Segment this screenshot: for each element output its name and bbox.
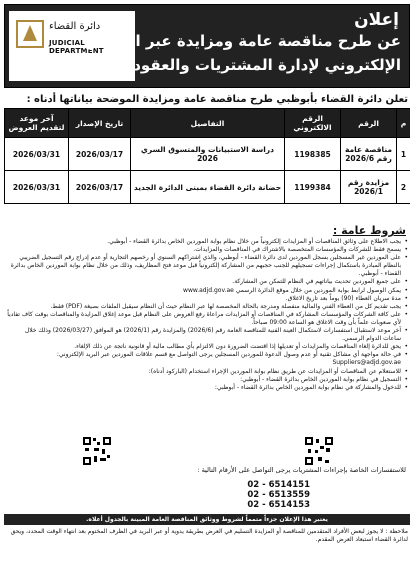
cell-details: دراسة الاستبيانات والمتسوق السري 2026 [131,138,285,171]
tenders-table [4,108,410,204]
announcement-subtitle-line1: عن طرح مناقصة عامة ومزايدة عبر البرنامج [83,32,401,50]
phone-numbers [247,480,310,510]
condition-item: • يجب الاطلاع على وثائق المناقصات أو المزايدات إلكترونياً من خلال نظام بوابة الموردين الخاص بدائرة القضاء - أبوظبي. [6,238,408,246]
header-banner [4,4,410,88]
condition-item: • مدة سريان العطاء (90) يوماً بعد تاريخ الاغلاق. [6,295,408,303]
table-header-row [5,109,411,138]
condition-item: • على الموردين غير المسجلين بسجل الموردين لدى دائرة القضاء - أبوظبي، والذي اشتراكهم السنوي أو رخصهم التجارية أو عدم إدراج رقم التسجيل الضريبي بالنظام المبادرة باستكمال إجراءات تسجيلهم للجنب حجبهم من المشاركة إلكترونياً قبل موعد فتح المظاريف، وذلك من خلال نظام بوابة الموردين الخاص بدائرة القضاء - أبوظبي. [6,254,408,278]
col-header-no: م [397,109,411,138]
condition-item: • آخر موعد لاستقبال استفسارات لاستكمال العينة الفنية للمناقصة العامة رقم (2026/6) والمزايدة رقم (2026/1) هو الموافق (2026/03/27) وذلك خلال ساعات الدوام الرسمي. [6,327,408,343]
qr-code-registration-icon[interactable] [82,436,112,466]
emblem-icon [15,19,45,49]
logo-arabic-text: دائرة القضاء [49,21,101,32]
col-header-electronic-number: الرقم الالكتروني [285,109,341,138]
col-header-deadline: آخر موعد لتقديم العروض [5,109,69,138]
cell-electronic-number: 1199384 [285,171,341,204]
cell-details: حضانة دائرة القضاء بمبنى الدائرة الجديد [131,171,285,204]
footer-note: ملاحظة : لا يجوز لبعض الأفراد المتقدمين للمناقصة أو المزايدة التسليم في العرض بطريقة يدوية أو عبر البريد في الظرف المختوم بعد انتهاء الوقت المحدد، ويحق لدائرة القضاء استبعاد العرض المقدم. [10,528,408,543]
cell-no: 1 [397,138,411,171]
announcement-page [4,4,410,558]
condition-item: • على كافة الشركات والمؤسسات المشاركة في المناقصات أو المزايدات مراعاة رفع العروض على النظام قبل موعد إغلاق المزايدة والمناقصات بوقت كاف تفادياً لأي صعوبات علماً بأن وقت الاغلاق هو الساعة 09:00 صباحاً. [6,311,408,327]
condition-item: • للدخول والمشاركة في نظام بوابة الموردين الخاص بدائرة القضاء - أبوظبي: [6,384,408,392]
cell-number: مزايدة رقم 2026/1 [341,171,397,204]
logo-english-text: JUDICIAL DEPARTMENT [49,39,104,55]
condition-item: • في حالة مواجهة أي مشاكل تقنية أو عدم وصول الدعوة للموردين المسجلين يرجى التواصل مع قسم علاقات الموردين عبر البريد الإلكتروني: Suppliers@adjd.gov.ae [6,351,408,367]
condition-item: • يجب تقديم كل من العطاء الفني والمالية منفصلة ومدرجة بالحالة المخصصة لها عبر النظام حيث أن النظام سيقبل الملفات بصيغة (PDF) فقط. [6,303,408,311]
cell-no: 2 [397,171,411,204]
cell-electronic-number: 1198385 [285,138,341,171]
col-header-details: التفاصيل [131,109,285,138]
table-row [5,138,411,171]
condition-item: • على جميع الموردين تحديث بياناتهم في النظام للتمكن من المشاركة. [6,278,408,286]
table-row [5,171,411,204]
cell-deadline: 2026/03/31 [5,171,69,204]
announcement-title: إعلان [354,10,399,30]
conditions-list [6,238,408,392]
cell-issue-date: 2026/03/17 [69,138,131,171]
cell-issue-date: 2026/03/17 [69,171,131,204]
phone-number[interactable]: 02 - 6514151 [247,480,310,490]
condition-item: • للاستعلام عن المناقصات أو المزايدات عن طريق نظام بوابة الموردين الإجراء استخدام (الباركود أدناه): [6,368,408,376]
announcement-subtitle-line2: الإلكتروني لإدارة المشتريات والعقود [133,56,401,74]
col-header-issue-date: تاريخ الإصدار [69,109,131,138]
phone-number[interactable]: 02 - 6513559 [247,490,310,500]
condition-item: • التسجيل في نظام بوابة الموردين الخاص بدائرة القضاء - أبوظبي: [6,376,408,384]
cell-number: مناقصة عامة رقم 2026/6 [341,138,397,171]
contact-label: للاستفسارات الخاصة بإجراءات المشتريات يرجى التواصل على الأرقام التالية : [197,466,406,474]
condition-item: • يسمح فقط للشركات والمؤسسات المتخصصة بالاشتراك في المناقصات والمزايدات. [6,246,408,254]
notice-bar: يعتبر هذا الإعلان جزءاً متمماً لشروط ووثائق المناقصة العامة المبينة بالجدول أعلاه. [4,514,410,525]
cell-deadline: 2026/03/31 [5,138,69,171]
condition-item: • يحق للدائرة إلغاء المناقصات والمزايدات أو تعديلها إذا اقتضت الضرورة دون الالتزام بأي مطالب مالية أو قانونية ناتجة عن ذلك الإلغاء. [6,343,408,351]
phone-number[interactable]: 02 - 6514153 [247,500,310,510]
intro-text: تعلن دائرة القضاء بأبوظبي طرح مناقصة عامة ومزايدة الموضحة بياناتها أدناه : [26,94,408,105]
qr-code-portal-icon[interactable] [304,436,334,466]
condition-item: • يمكن الوصول لرابط بوابة الموردين من خلال موقع الدائرة الرسمي www.adjd.gov.ae [6,287,408,295]
conditions-title: شروط عامة : [332,224,406,237]
col-header-number: الرقم [341,109,397,138]
